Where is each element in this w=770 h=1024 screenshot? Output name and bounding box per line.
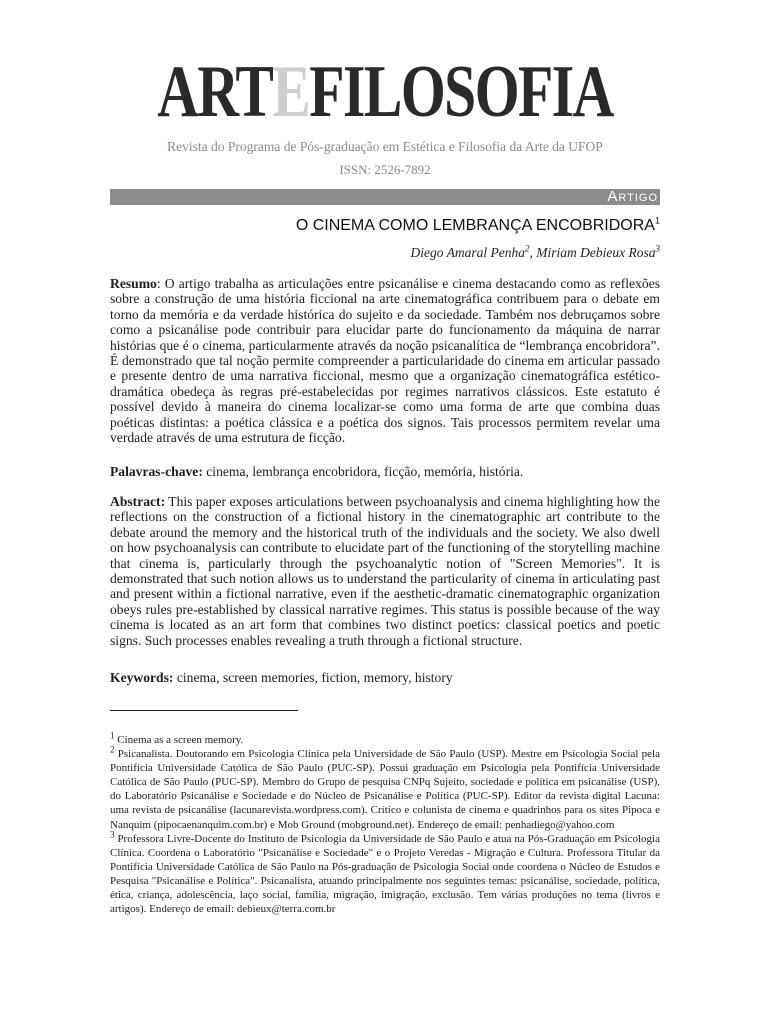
logo-part-e: E [272,51,310,133]
author-separator: , [529,245,537,260]
logo-part-art: ART [157,51,273,133]
journal-issn: ISSN: 2526-7892 [339,162,431,177]
footnote-3-text: Professora Livre-Docente do Instituto de Psicologia da Universidade de São Paulo e atua na Pós-Graduação em Psicologia Clínica. Coordena o Laboratório "Psicanálise e Sociedade" e o Projeto Veredas - Migração e Cultura. Professora Titular da Pontifícia Universidade Católica de São Paulo na Pós-graduação de Psicologia Social onde coordena o Núcleo de Estudos e Pesquisa "Psicanálise e Política". Psicanalista, atuando principalmente nos seguintes temas: psicanálise, sociedade, política, ética, criança, adolescência, laço social, família, migração, imigração, exclusão. Tem várias produções no tema (livros e artigos). Endereço de email: debieux@terra.com.br [110,832,660,916]
journal-subtitle: Revista do Programa de Pós-graduação em Estética e Filosofia da Arte da UFOP [167,139,603,154]
footnote-1-marker: 1 [110,730,115,741]
keywords-paragraph [110,670,660,685]
article-authors [411,245,660,261]
footnotes [110,730,660,916]
footnote-1 [110,730,660,747]
article-title-text: O CINEMA COMO LEMBRANÇA ENCOBRIDORA [295,217,655,234]
keywords-text: cinema, screen memories, fiction, memory, history [173,670,453,685]
section-label: Artigo [607,188,658,205]
resumo-paragraph [110,276,660,445]
footnote-1-text: Cinema as a screen memory. [114,734,244,746]
palavras-chave-paragraph [110,464,660,479]
section-band [110,189,660,205]
footnote-2-marker: 2 [110,744,115,755]
logo-part-filosofia: FILOSOFIA [309,51,613,133]
resumo-text: : O artigo trabalha as articulações entre psicanálise e cinema destacando como as reflexões sobre a construção de uma história ficcional na arte cinematográfica contribuem para o debate em torno da memória e da verdade histórica do sujeito e da sociedade. Também nos debruçamos sobre como a psicanálise pode contribuir para elucidar parte do funcionamento da máquina de narrar histórias que é o cinema, particularmente através da noção psicanalítica de “lembrança encobridora”. É demonstrado que tal noção permite compreender a particularidade do cinema em articular passado e presente dentro de uma narrativa ficcional, mesmo que a organização cinematográfica estético-dramática obedeça às regras pré-estabelecidas por regimes narrativos clássicos. Este estatuto é possível devido à maneira do cinema localizar-se como uma forma de arte que combina duas poéticas distintas: a poética clássica e a poética dos signos. Tais processos permitem revelar uma verdade através de uma estrutura de ficção. [110,276,660,446]
abstract-label: Abstract: [110,494,166,509]
footnote-2 [110,744,660,832]
author-1: Diego Amaral Penha [410,245,526,260]
abstract-text: This paper exposes articulations between psychoanalysis and cinema highlighting how the reflections on the construction of a fictional history in the cinematographic art contribute to the debate around the memory and the historical truth of the individuals and the society. We also dwell on how psychoanalysis can contribute to elucidate part of the functioning of the storytelling machine that cinema is, particularly through the psychoanalytic notion of "Screen Memories". It is demonstrated that such notion allows us to understand the particularity of cinema in articulating past and present within a fictional narrative, even if the aesthetic-dramatic cinematographic organization obeys rules pre-established by classical narrative regimes. This status is possible because of the way cinema is located as an art form that combines two distinct poetics: classical poetics and poetic signs. Such processes enables revealing a truth through a fictional structure. [110,494,660,648]
title-footnote-marker[interactable]: 1 [654,215,660,226]
abstract-paragraph [110,494,660,648]
resumo-label: Resumo [110,276,157,291]
footnote-divider [110,710,298,711]
author-2: Miriam Debieux Rosa [536,245,656,260]
journal-logo [85,52,686,132]
palavras-chave-text: cinema, lembrança encobridora, ficção, memória, história. [202,464,524,479]
author-2-footnote-marker[interactable]: 3 [655,243,660,254]
article-title [296,217,660,235]
footnote-2-text: Psicanalista. Doutorando em Psicologia Clínica pela Universidade de São Paulo (USP). Mestre em Psicologia Social pela Pontifícia Universidade Católica de São Paulo (PUC-SP). Possui graduação em Psicologia pela Pontifícia Universidade Católica de São Paulo (PUC-SP). Membro do Grupo de pesquisa CNPq Sujeito, sociedade e política em psicanálise (USP), do Laboratório Psicanálise e Sociedade e do Núcleo de Psicanálise e Política (PUC-SP). Editor da revista digital Lacuna: uma revista de psicanálise (lacunarevista.wordpress.com). Crítico e colunista de cinema e quadrinhos para os sites Pipoca e Nanquim (pipocaenanquim.com.br) e Mob Ground (mobground.net). Endereço de email: penhadiego@yahoo.com [110,748,660,831]
footnote-3-marker: 3 [110,829,115,839]
palavras-chave-label: Palavras-chave: [110,464,203,479]
footnote-3 [110,829,660,917]
keywords-label: Keywords: [110,670,174,685]
author-1-footnote-marker[interactable]: 2 [525,243,530,254]
